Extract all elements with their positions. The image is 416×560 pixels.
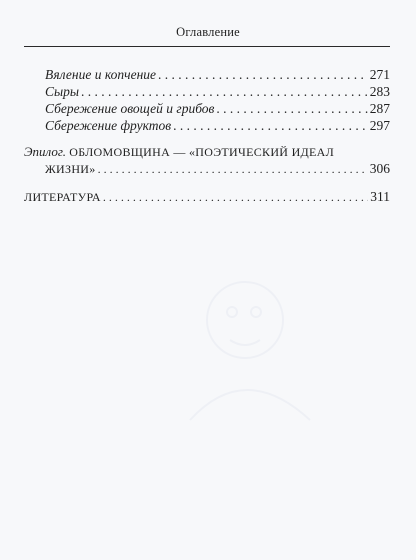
leader-dots [103, 189, 368, 205]
toc-entry-title: Сбережение фруктов [45, 118, 172, 133]
leader-dots [216, 101, 367, 117]
toc-entry[interactable] [45, 67, 390, 83]
leader-dots [158, 67, 368, 83]
epilog-prefix: Эпилог. [24, 144, 66, 159]
leader-dots [173, 118, 368, 134]
leader-dots [81, 84, 368, 100]
toc-entry-title: Вяление и копчение [45, 67, 157, 82]
toc-epilog-title[interactable] [24, 144, 334, 160]
toc-entry-page: 306 [369, 161, 390, 176]
leader-dots [98, 161, 368, 177]
toc-entry[interactable] [45, 84, 390, 100]
running-head: Оглавление [176, 25, 240, 39]
toc-epilog-entry[interactable] [45, 161, 390, 177]
literature-title: ЛИТЕРАТУРА [24, 190, 101, 204]
toc-entry[interactable] [45, 118, 390, 134]
toc-entry-page: 271 [369, 67, 390, 82]
epilog-title-line1: ОБЛОМОВЩИНА — «ПОЭТИЧЕСКИЙ ИДЕАЛ [69, 145, 335, 159]
toc-entry-page: 287 [369, 101, 390, 116]
toc-entry-title: Сыры [45, 84, 80, 99]
header-rule [24, 46, 390, 47]
toc-entry-page: 283 [369, 84, 390, 99]
toc-literature-entry[interactable] [24, 189, 390, 205]
toc-entry-page: 297 [369, 118, 390, 133]
toc-entry-title: Сбережение овощей и грибов [45, 101, 215, 116]
show-through-illustration [150, 250, 350, 430]
toc-entry-page: 311 [370, 189, 390, 204]
toc-entry[interactable] [45, 101, 390, 117]
epilog-title-line2: ЖИЗНИ» [45, 162, 96, 176]
